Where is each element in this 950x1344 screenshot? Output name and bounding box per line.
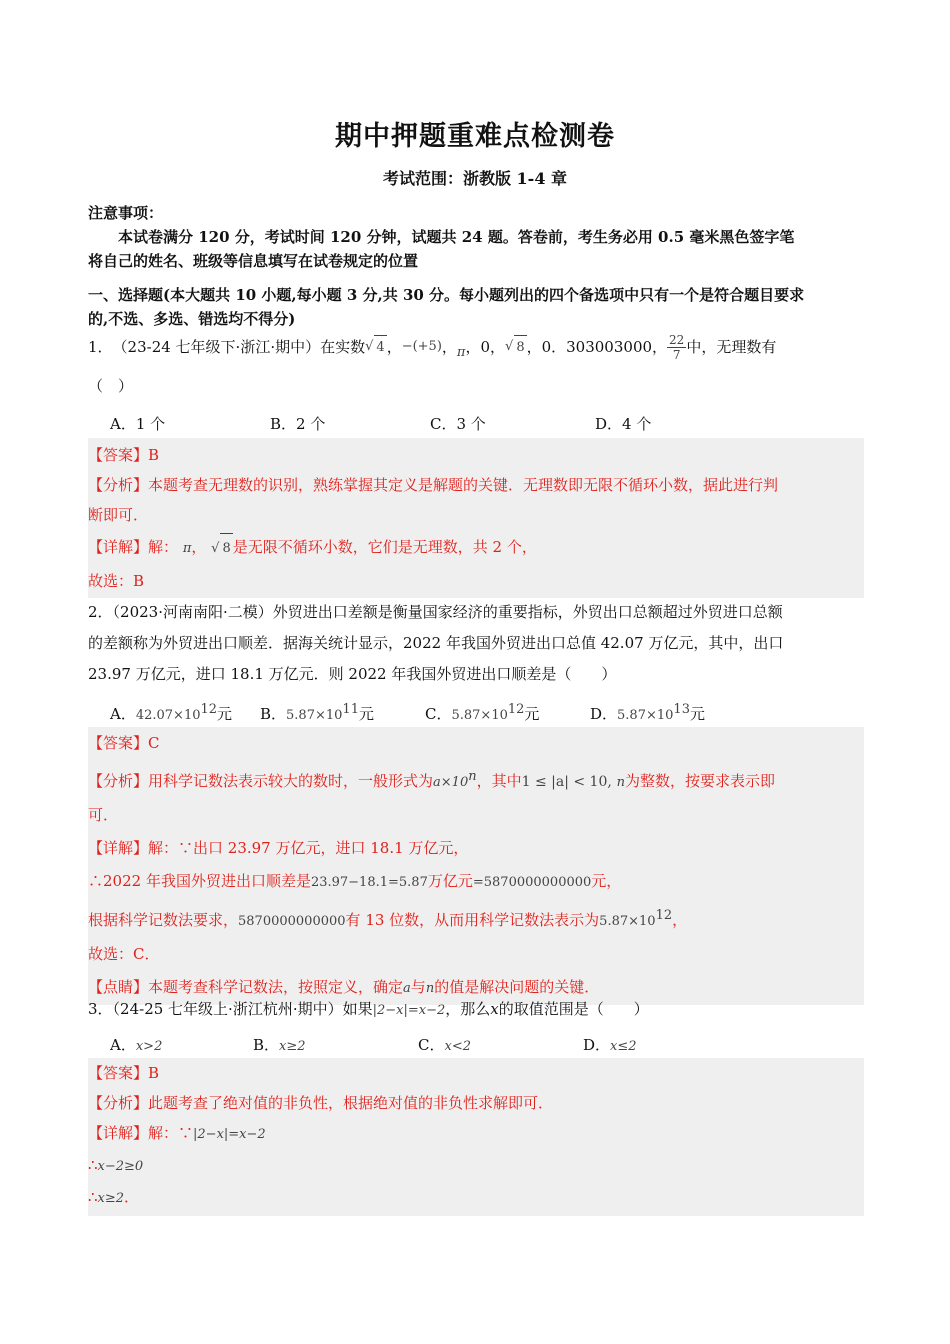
section-heading [88,283,864,331]
option-value: 5.87×10 [451,708,508,723]
solution-3 [88,1058,864,1216]
analysis-label: 【分析】 [88,476,149,494]
sci-notation-exp: n [468,769,477,784]
remark-label: 【点睛】 [88,978,149,996]
option-value: x>2 [135,1039,163,1054]
option-label: C． [418,1036,445,1054]
separator: ， [386,338,402,356]
detail-text: 根据科学记数法要求， [88,911,239,929]
var-x: x [490,1000,499,1018]
detail-math: |2−x|=x−2 [193,1127,266,1142]
question-3 [88,994,864,1062]
analysis-text: 此题考查了绝对值的非负性，根据绝对值的非负性求解即可． [148,1094,554,1112]
section-heading-line-2: 的,不选、多选、错选均不得分) [88,310,296,328]
analysis-text: ，其中 [476,772,522,790]
separator: ， [441,338,457,356]
step-1 [88,1150,864,1182]
option-unit: 元 [524,705,540,723]
section-heading-line-1: 一、选择题(本大题共 10 小题,每小题 3 分,共 30 分。每小题列出的四个备选项中只有一个是符合题目要求 [88,286,805,304]
option-label: D． [590,705,618,723]
solution-2 [88,727,864,1005]
option-value: 5.87×10 [286,708,343,723]
notice-line-1: 本试卷满分 120 分，考试时间 120 分钟，试题共 24 题。答卷前，考生务必用 0.5 毫米黑色签字笔 [118,228,795,246]
question-3-stem [88,994,864,1026]
question-number: 3． [88,1000,113,1018]
option-unit: 元 [689,705,705,723]
sqrt-8: 8 [220,533,232,564]
detail-prefix: 解： [148,538,179,556]
separator: ， [191,538,207,556]
answer-line: 【答案】B [88,1064,160,1082]
analysis-label: 【分析】 [88,772,149,790]
question-number: 1． [88,338,113,356]
option-value: 5.87×10 [617,708,674,723]
option-value: x≤2 [610,1039,637,1054]
analysis-text: 为整数，按要求表示即 [624,772,775,790]
question-2 [88,597,864,731]
stem-tail: 中，无理数有 [686,338,777,356]
answer-line: 【答案】C [88,734,160,752]
solution-1 [88,438,864,598]
option-exponent: 11 [342,702,359,717]
notice-heading: 注意事项： [88,204,164,222]
option-label: B． [253,1036,280,1054]
therefore-symbol: ∴ [88,1156,98,1174]
pi-symbol: π [456,345,466,360]
page-title: 期中押题重难点检测卷 [335,121,615,152]
question-2-line-3: 23.97 万亿元，进口 18.1 万亿元．则 2022 年我国外贸进出口顺差是（ ） [88,665,617,683]
conclusion-line: 故选：B [88,572,145,590]
option-b: B．2 个 [270,415,326,433]
var-n: n [616,775,625,790]
step-end: ． [124,1188,140,1206]
detail-math: 5870000000000 [238,914,346,929]
question-text: ，那么 [445,1000,491,1018]
option-exponent: 12 [507,702,525,717]
detail-text: 元， [591,872,622,890]
sqrt-8: 8 [514,335,526,360]
option-unit: 元 [358,705,374,723]
step-math: x≥2 [97,1191,125,1206]
option-d: D．4 个 [595,415,652,433]
option-label: B． [260,705,287,723]
pi-symbol: π [182,541,192,556]
options-row [88,694,864,731]
question-1 [88,330,864,436]
question-2-line-1 [88,597,864,628]
var-n: n [425,981,435,996]
zero-text: ，0， [465,338,506,356]
detail-line [88,532,864,564]
conclusion-line: 故选：C． [88,945,160,963]
detail-label: 【详解】 [88,839,149,857]
answer-line: 【答案】B [88,446,160,464]
remark-text: 本题考查科学记数法，按照定义，确定 [148,978,404,996]
remark-text: 的值是解决问题的关键． [434,978,600,996]
answer-paren: （ ） [88,377,134,395]
detail-text: ∴2022 年我国外贸进出口顺差是 [88,872,311,890]
decimal-text: ，0．303003000， [526,338,668,356]
sqrt-4: 4 [374,335,386,360]
fraction-denominator: 7 [672,347,681,362]
detail-label: 【详解】 [88,1124,149,1142]
question-source: （23-24 七年级下·浙江·期中）在实数 [112,338,366,356]
option-value: 42.07×10 [135,708,201,723]
detail-line-1 [88,832,864,865]
detail-line-3 [88,899,864,938]
question-1-stem [88,330,864,364]
option-d [590,694,755,731]
sci-notation-form: a×10 [433,775,469,790]
option-b [260,694,425,731]
option-a [110,694,260,731]
remark-text: 与 [410,978,426,996]
detail-text: 解：∵出口 23.97 万亿元，进口 18.1 万亿元， [148,839,469,857]
option-label: C． [425,705,452,723]
sqrt-symbol: √ [365,339,374,354]
var-a: a [403,981,411,996]
question-text: 的取值范围是（ ） [498,1000,649,1018]
analysis-line [88,1088,864,1118]
analysis-text: 用科学记数法表示较大的数时，一般形式为 [148,772,434,790]
detail-text: 万亿元 [427,872,473,890]
fraction-22-7 [667,333,686,362]
analysis-text: 本题考查无理数的识别，熟练掌握其定义是解题的关键．无理数即无限不循环小数，据此进行判 [148,476,779,494]
detail-text: 有 13 位数，从而用科学记数法表示为 [345,911,600,929]
detail-label: 【详解】 [88,538,149,556]
analysis-line [88,760,864,799]
option-label: A． [110,1036,136,1054]
option-unit: 元 [217,705,233,723]
analysis-line [88,470,864,500]
sqrt-symbol: √ [505,339,514,354]
question-source: （24-25 七年级上·浙江杭州·期中）如果 [112,1000,373,1018]
detail-text: 是无限不循环小数，它们是无理数，共 2 个， [232,538,537,556]
question-text: （2023·河南南阳·二模）外贸进出口差额是衡量国家经济的重要指标，外贸出口总额超过外贸进口总额 [112,603,783,621]
fraction-numerator: 22 [669,332,685,347]
abs-condition: |2−x|=x−2 [372,1003,446,1018]
option-c: C．3 个 [430,415,486,433]
sqrt-symbol: √ [211,541,220,556]
options-row [88,412,864,436]
step-2 [88,1182,864,1214]
notice-line-2: 将自己的姓名、班级等信息填写在试卷规定的位置 [88,252,419,270]
exam-scope: 考试范围：浙教版 1-4 章 [382,169,568,188]
detail-text: ， [672,911,688,929]
detail-math: 5.87×10 [599,914,656,929]
option-label: D． [583,1036,611,1054]
question-2-line-2: 的差额称为外贸进出口顺差．据海关统计显示，2022 年我国外贸进出口总值 42.07 万亿元，其中，出口 [88,634,784,652]
detail-math: 23.97−18.1=5.87 [310,875,428,890]
detail-line-2 [88,865,864,899]
notice-section [88,201,864,273]
detail-line [88,1118,864,1150]
neg-5: −(+5) [401,339,442,354]
detail-prefix: 解：∵ [148,1124,194,1142]
question-number: 2． [88,603,113,621]
option-value: x≥2 [279,1039,306,1054]
option-c [425,694,590,731]
option-a: A．1 个 [110,415,166,433]
range-condition: 1 ≤ |a| < 10, [521,774,612,790]
detail-math: =5870000000000 [472,875,592,890]
therefore-symbol: ∴ [88,1188,98,1206]
step-math: x−2≥0 [97,1159,144,1174]
option-exponent: 13 [673,702,690,717]
detail-exponent: 12 [655,908,673,923]
analysis-line-2: 断即可． [88,506,149,524]
option-value: x<2 [444,1039,471,1054]
option-exponent: 12 [200,702,218,717]
option-label: A． [110,705,136,723]
analysis-line-2: 可． [88,806,119,824]
analysis-label: 【分析】 [88,1094,149,1112]
